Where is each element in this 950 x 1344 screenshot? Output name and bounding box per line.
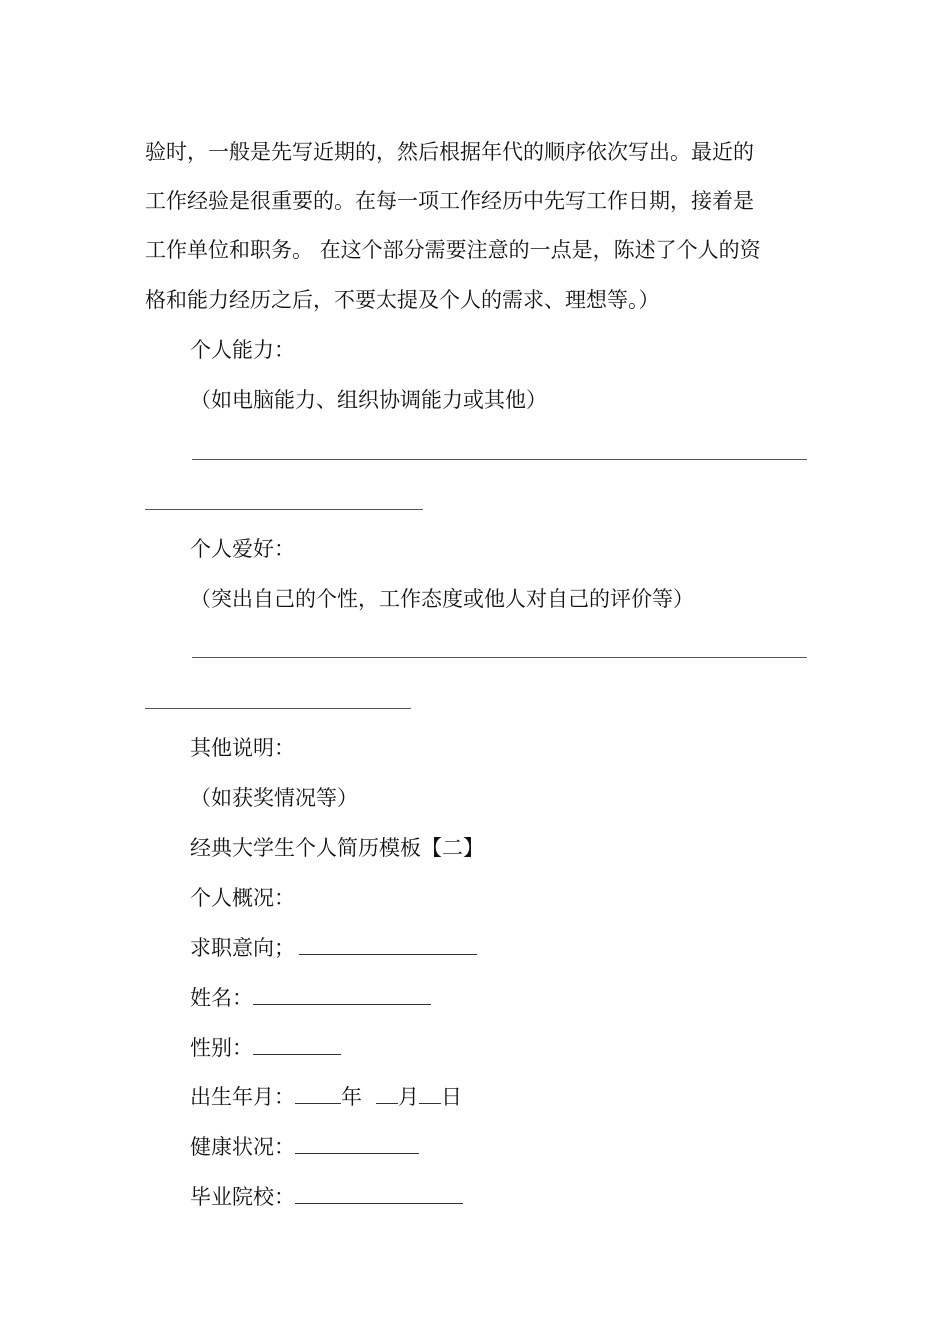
intro-line-2: 工作经验是很重要的。在每一项工作经历中先写工作日期，接着是 — [145, 189, 754, 213]
health-label: 健康状况： — [190, 1135, 295, 1159]
birth-year-unit: 年 — [341, 1085, 362, 1109]
name-field — [190, 984, 431, 1012]
birth-day-blank — [419, 1083, 441, 1104]
job-intent-blank — [299, 934, 477, 955]
birth-year-blank — [295, 1083, 341, 1104]
ability-fill-line-1 — [192, 459, 807, 460]
ability-heading: 个人能力： — [190, 338, 295, 362]
intro-line-4: 格和能力经历之后，不要太提及个人的需求、理想等。） — [145, 288, 660, 312]
name-label: 姓名： — [190, 986, 253, 1010]
gender-blank — [253, 1034, 341, 1055]
overview-heading: 个人概况： — [190, 886, 295, 910]
health-field — [190, 1133, 419, 1161]
birth-day-unit: 日 — [441, 1085, 462, 1109]
intro-line-1: 验时，一般是先写近期的，然后根据年代的顺序依次写出。最近的 — [145, 140, 754, 164]
gender-field — [190, 1034, 341, 1062]
other-heading: 其他说明： — [190, 736, 295, 760]
gender-label: 性别： — [190, 1036, 253, 1060]
hobby-fill-line-1 — [192, 657, 807, 658]
job-intent-field — [190, 934, 477, 962]
birth-field — [190, 1083, 462, 1111]
hobby-hint: （突出自己的个性，工作态度或他人对自己的评价等） — [190, 587, 694, 611]
health-blank — [295, 1133, 419, 1154]
template-two-title: 经典大学生个人简历模板【二】 — [190, 836, 484, 860]
job-intent-label: 求职意向； — [190, 936, 295, 960]
birth-month-unit: 月 — [398, 1085, 419, 1109]
intro-line-3: 工作单位和职务。 在这个部分需要注意的一点是，陈述了个人的资 — [145, 238, 761, 262]
ability-hint: （如电脑能力、组织协调能力或其他） — [190, 388, 547, 412]
ability-fill-line-2 — [145, 509, 423, 510]
school-blank — [295, 1183, 463, 1204]
name-blank — [253, 984, 431, 1005]
school-field — [190, 1183, 463, 1211]
hobby-heading: 个人爱好： — [190, 537, 295, 561]
school-label: 毕业院校： — [190, 1185, 295, 1209]
other-hint: （如获奖情况等） — [190, 786, 358, 810]
birth-label: 出生年月： — [190, 1085, 295, 1109]
hobby-fill-line-2 — [145, 708, 411, 709]
birth-month-blank — [376, 1083, 398, 1104]
